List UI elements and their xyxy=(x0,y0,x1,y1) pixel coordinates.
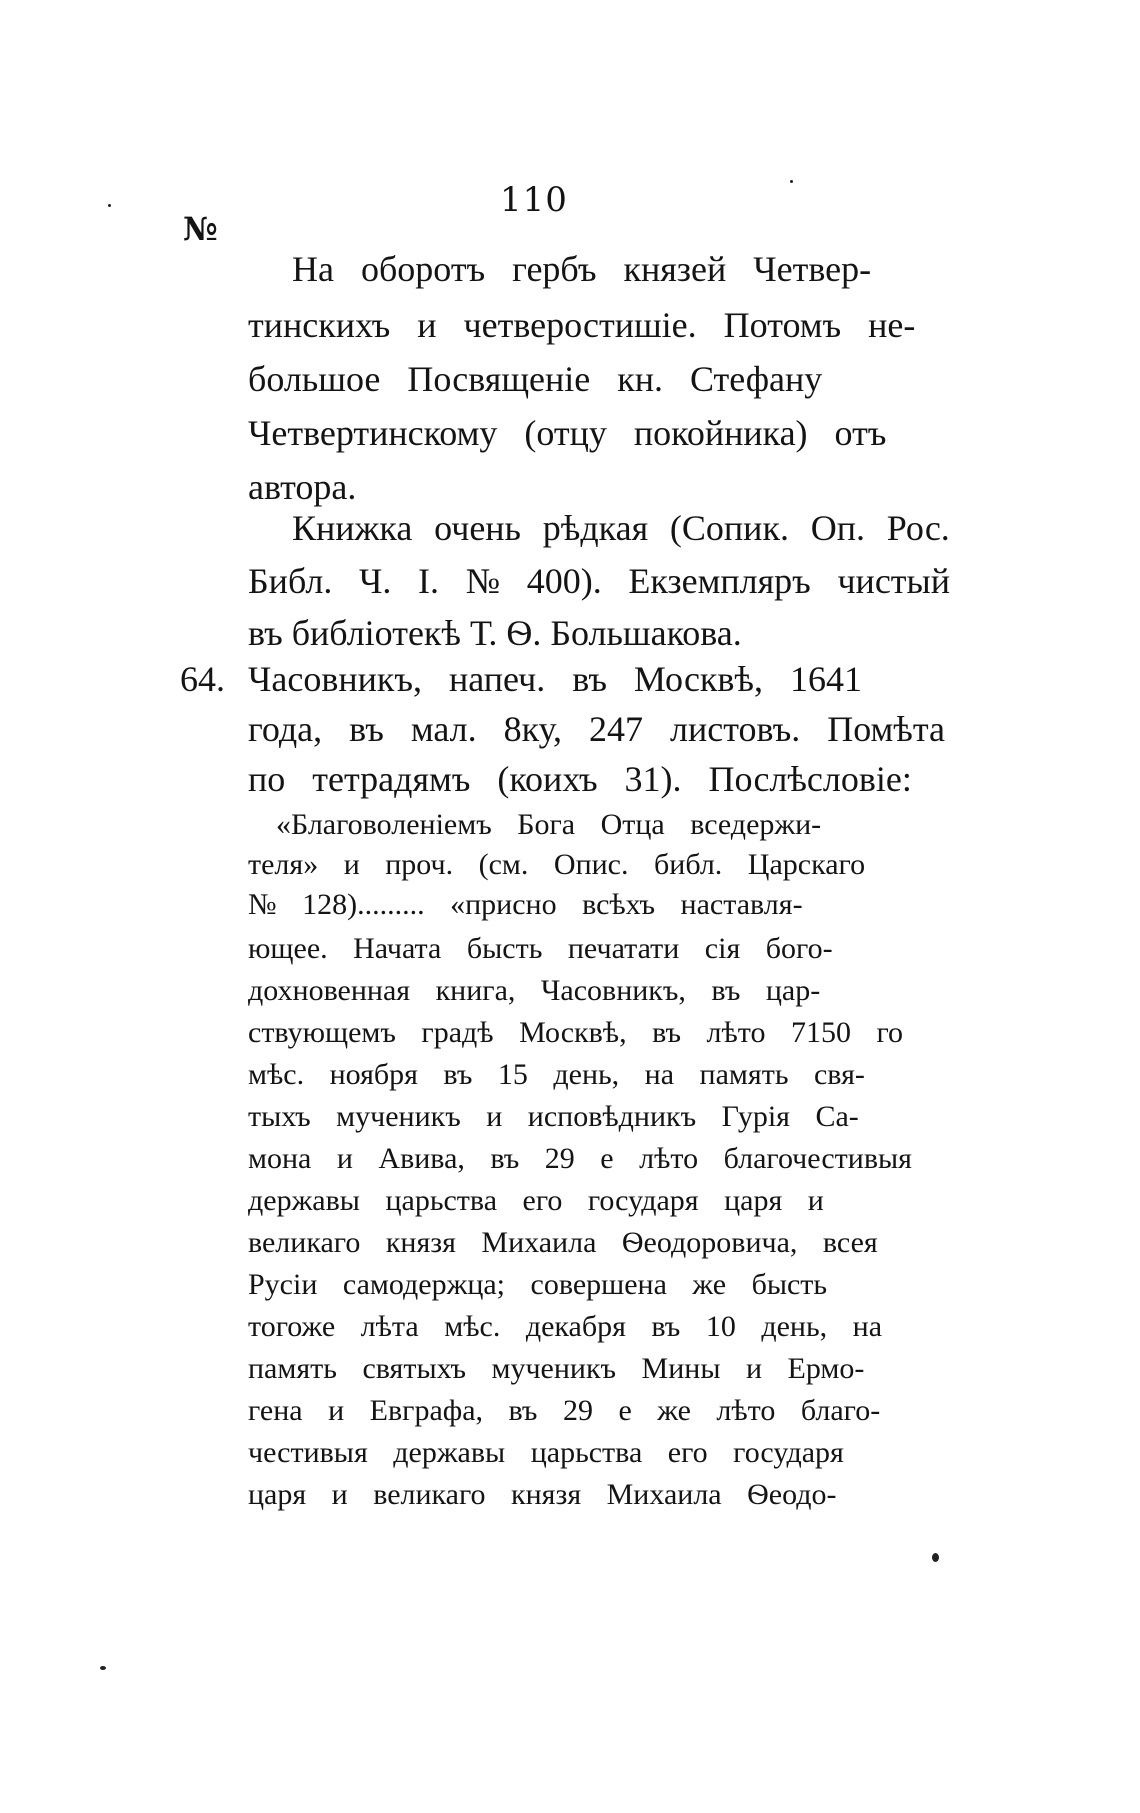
text-line: память святыхъ мученикъ Мины и Ермо- xyxy=(248,1352,865,1385)
text-line: гена и Евграфа, въ 29 е же лѣто благо- xyxy=(248,1394,881,1427)
text-line: Четвертинскому (отцу покойника) отъ xyxy=(248,413,887,453)
page-number: 110 xyxy=(500,180,568,220)
text-line: теля» и проч. (см. Опис. библ. Царскаго xyxy=(248,848,866,881)
text-line: Часовникъ, напеч. въ Москвѣ, 1641 xyxy=(248,659,862,699)
text-line: царя и великаго князя Михаила Ѳеодо- xyxy=(248,1478,837,1511)
text-line: «Благоволеніемъ Бога Отца вседержи- xyxy=(276,808,822,841)
text-line: мона и Авива, въ 29 е лѣто благочестивыя xyxy=(248,1142,912,1175)
text-line: На оборотъ гербъ князей Четвер- xyxy=(292,249,872,289)
text-line: Библ. Ч. I. № 400). Екземпляръ чистый xyxy=(248,561,950,601)
text-line: Русіи самодержца; совершена же бысть xyxy=(248,1268,828,1301)
scan-speck xyxy=(790,180,793,183)
text-line: большое Посвященіе кн. Стефану xyxy=(248,359,823,399)
text-line: ющее. Начата бысть печатати сія бого- xyxy=(248,932,833,965)
text-line: Книжка очень рѣдкая (Сопик. Оп. Рос. xyxy=(292,508,950,548)
scan-speck xyxy=(108,204,111,207)
text-line: дохновенная книга, Часовникъ, въ цар- xyxy=(248,974,821,1007)
text-line: автора. xyxy=(248,467,357,507)
text-line: по тетрадямъ (коихъ 31). Послѣсловіе: xyxy=(248,759,912,799)
text-line: № 128)......... «присно всѣхъ наставля- xyxy=(248,888,803,921)
text-line: мѣс. ноября въ 15 день, на память свя- xyxy=(248,1058,865,1091)
entry-number: 64. xyxy=(180,659,225,699)
text-line: тогоже лѣта мѣс. декабря въ 10 день, на xyxy=(248,1310,883,1343)
text-line: ствующемъ градѣ Москвѣ, въ лѣто 7150 го xyxy=(248,1016,904,1049)
scan-speck xyxy=(100,1666,106,1670)
text-line: года, въ мал. 8ку, 247 листовъ. Помѣта xyxy=(248,709,945,749)
scan-speck xyxy=(932,1553,939,1562)
text-line: тыхъ мученикъ и исповѣдникъ Гурія Са- xyxy=(248,1100,859,1133)
text-line: тинскихъ и четверостишіе. Потомъ не- xyxy=(248,305,916,345)
number-mark: № xyxy=(183,210,218,248)
text-line: великаго князя Михаила Ѳеодоровича, всея xyxy=(248,1226,878,1259)
text-line: въ библіотекѣ Т. Ѳ. Большакова. xyxy=(248,613,742,653)
text-line: честивыя державы царьства его государя xyxy=(248,1436,844,1469)
text-line: державы царьства его государя царя и xyxy=(248,1184,824,1217)
